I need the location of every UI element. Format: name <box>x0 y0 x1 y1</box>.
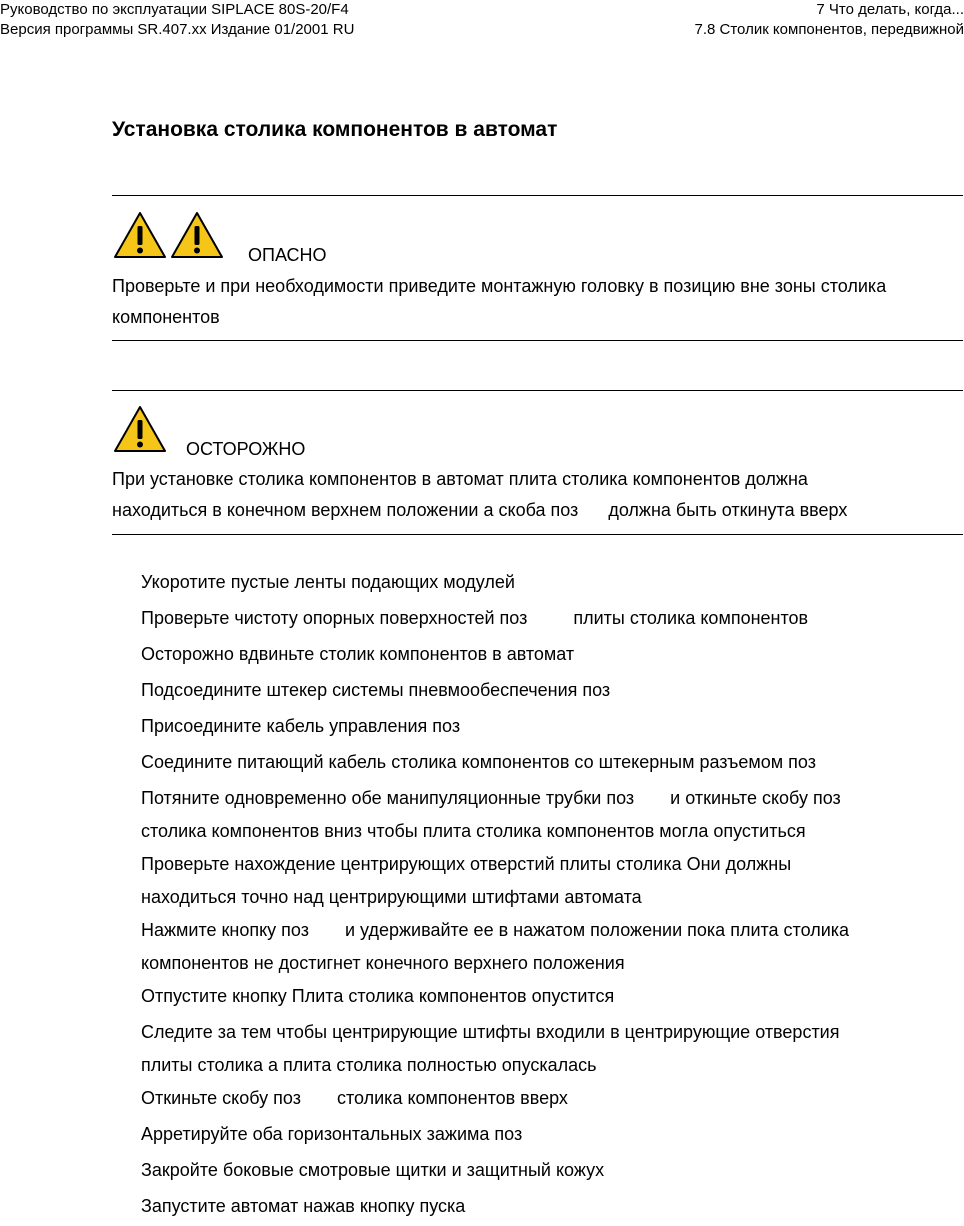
step-text: Присоедините кабель управления поз <box>141 716 460 736</box>
caution-text-part: находиться в конечном верхнем положении а скоба поз <box>112 500 578 520</box>
step-text: Следите за тем чтобы центрирующие штифты входили в центрирующие отверстия <box>141 1016 961 1049</box>
step-text: плиты столика компонентов <box>573 608 808 628</box>
caution-text-line <box>112 495 962 526</box>
step-text: Проверьте чистоту опорных поверхностей поз <box>141 608 527 628</box>
caution-label: ОСТОРОЖНО <box>186 439 305 460</box>
caution-text-line: При установке столика компонентов в автомат плита столика компонентов должна <box>112 464 962 495</box>
step-item <box>141 638 961 674</box>
caution-text-part: должна быть откинута вверх <box>608 500 847 520</box>
step-text: Отпустите кнопку Плита столика компонентов опустится <box>141 986 614 1006</box>
step-item <box>141 914 961 980</box>
caution-top-divider <box>112 390 963 391</box>
chapter-title: 7 Что делать, когда... <box>695 0 964 20</box>
step-text: плиты столика а плита столика полностью опускалась <box>141 1049 961 1082</box>
procedure-steps <box>141 566 961 1226</box>
step-item <box>141 1154 961 1190</box>
step-item <box>141 602 961 638</box>
step-text: Потяните одновременно обе манипуляционные трубки поз <box>141 788 634 808</box>
step-item <box>141 566 961 602</box>
step-text: и удерживайте ее в нажатом положении пока плита столика <box>345 920 849 940</box>
warning-triangle-icon <box>170 211 224 259</box>
step-text: Осторожно вдвиньте столик компонентов в автомат <box>141 644 574 664</box>
running-header-right <box>695 0 964 40</box>
step-text: компонентов не достигнет конечного верхнего положения <box>141 947 961 980</box>
caution-bottom-divider <box>112 534 963 535</box>
step-text: Соедините питающий кабель столика компонентов со штекерным разъемом поз <box>141 752 816 772</box>
step-text: Запустите автомат нажав кнопку пуска <box>141 1196 465 1216</box>
step-text: столика компонентов вниз чтобы плита столика компонентов могла опуститься <box>141 815 961 848</box>
step-text: столика компонентов вверх <box>337 1088 568 1108</box>
step-text: Проверьте нахождение центрирующих отверстий плиты столика Они должны <box>141 848 961 881</box>
warning-triangle-icon <box>113 211 167 259</box>
step-item <box>141 782 961 848</box>
step-text: Арретируйте оба горизонтальных зажима поз <box>141 1124 522 1144</box>
step-item <box>141 1190 961 1226</box>
danger-text-line: Проверьте и при необходимости приведите монтажную головку в позицию вне зоны столика <box>112 271 962 302</box>
step-item <box>141 1118 961 1154</box>
danger-bottom-divider <box>112 340 963 341</box>
step-text: и откиньте скобу поз <box>670 788 841 808</box>
step-item <box>141 980 961 1016</box>
step-item <box>141 848 961 914</box>
section-title: 7.8 Столик компонентов, передвижной <box>695 20 964 40</box>
caution-text <box>112 464 962 526</box>
page-title: Установка столика компонентов в автомат <box>112 118 557 142</box>
danger-label: ОПАСНО <box>248 245 327 266</box>
step-text: находиться точно над центрирующими штифтами автомата <box>141 881 961 914</box>
step-text: Нажмите кнопку поз <box>141 920 309 940</box>
step-text: Укоротите пустые ленты подающих модулей <box>141 572 515 592</box>
step-item <box>141 674 961 710</box>
step-text: Закройте боковые смотровые щитки и защитный кожух <box>141 1160 604 1180</box>
manual-title: Руководство по эксплуатации SIPLACE 80S-20/F4 <box>0 0 354 20</box>
step-text: Откиньте скобу поз <box>141 1088 301 1108</box>
danger-text <box>112 271 962 333</box>
step-item <box>141 710 961 746</box>
danger-top-divider <box>112 195 963 196</box>
version-edition: Версия программы SR.407.xx Издание 01/2001 RU <box>0 20 354 40</box>
danger-text-line: компонентов <box>112 302 962 333</box>
step-item <box>141 1016 961 1082</box>
step-item <box>141 746 961 782</box>
running-header-left <box>0 0 354 40</box>
warning-triangle-icon <box>113 405 167 453</box>
step-text: Подсоедините штекер системы пневмообеспечения поз <box>141 680 610 700</box>
step-item <box>141 1082 961 1118</box>
